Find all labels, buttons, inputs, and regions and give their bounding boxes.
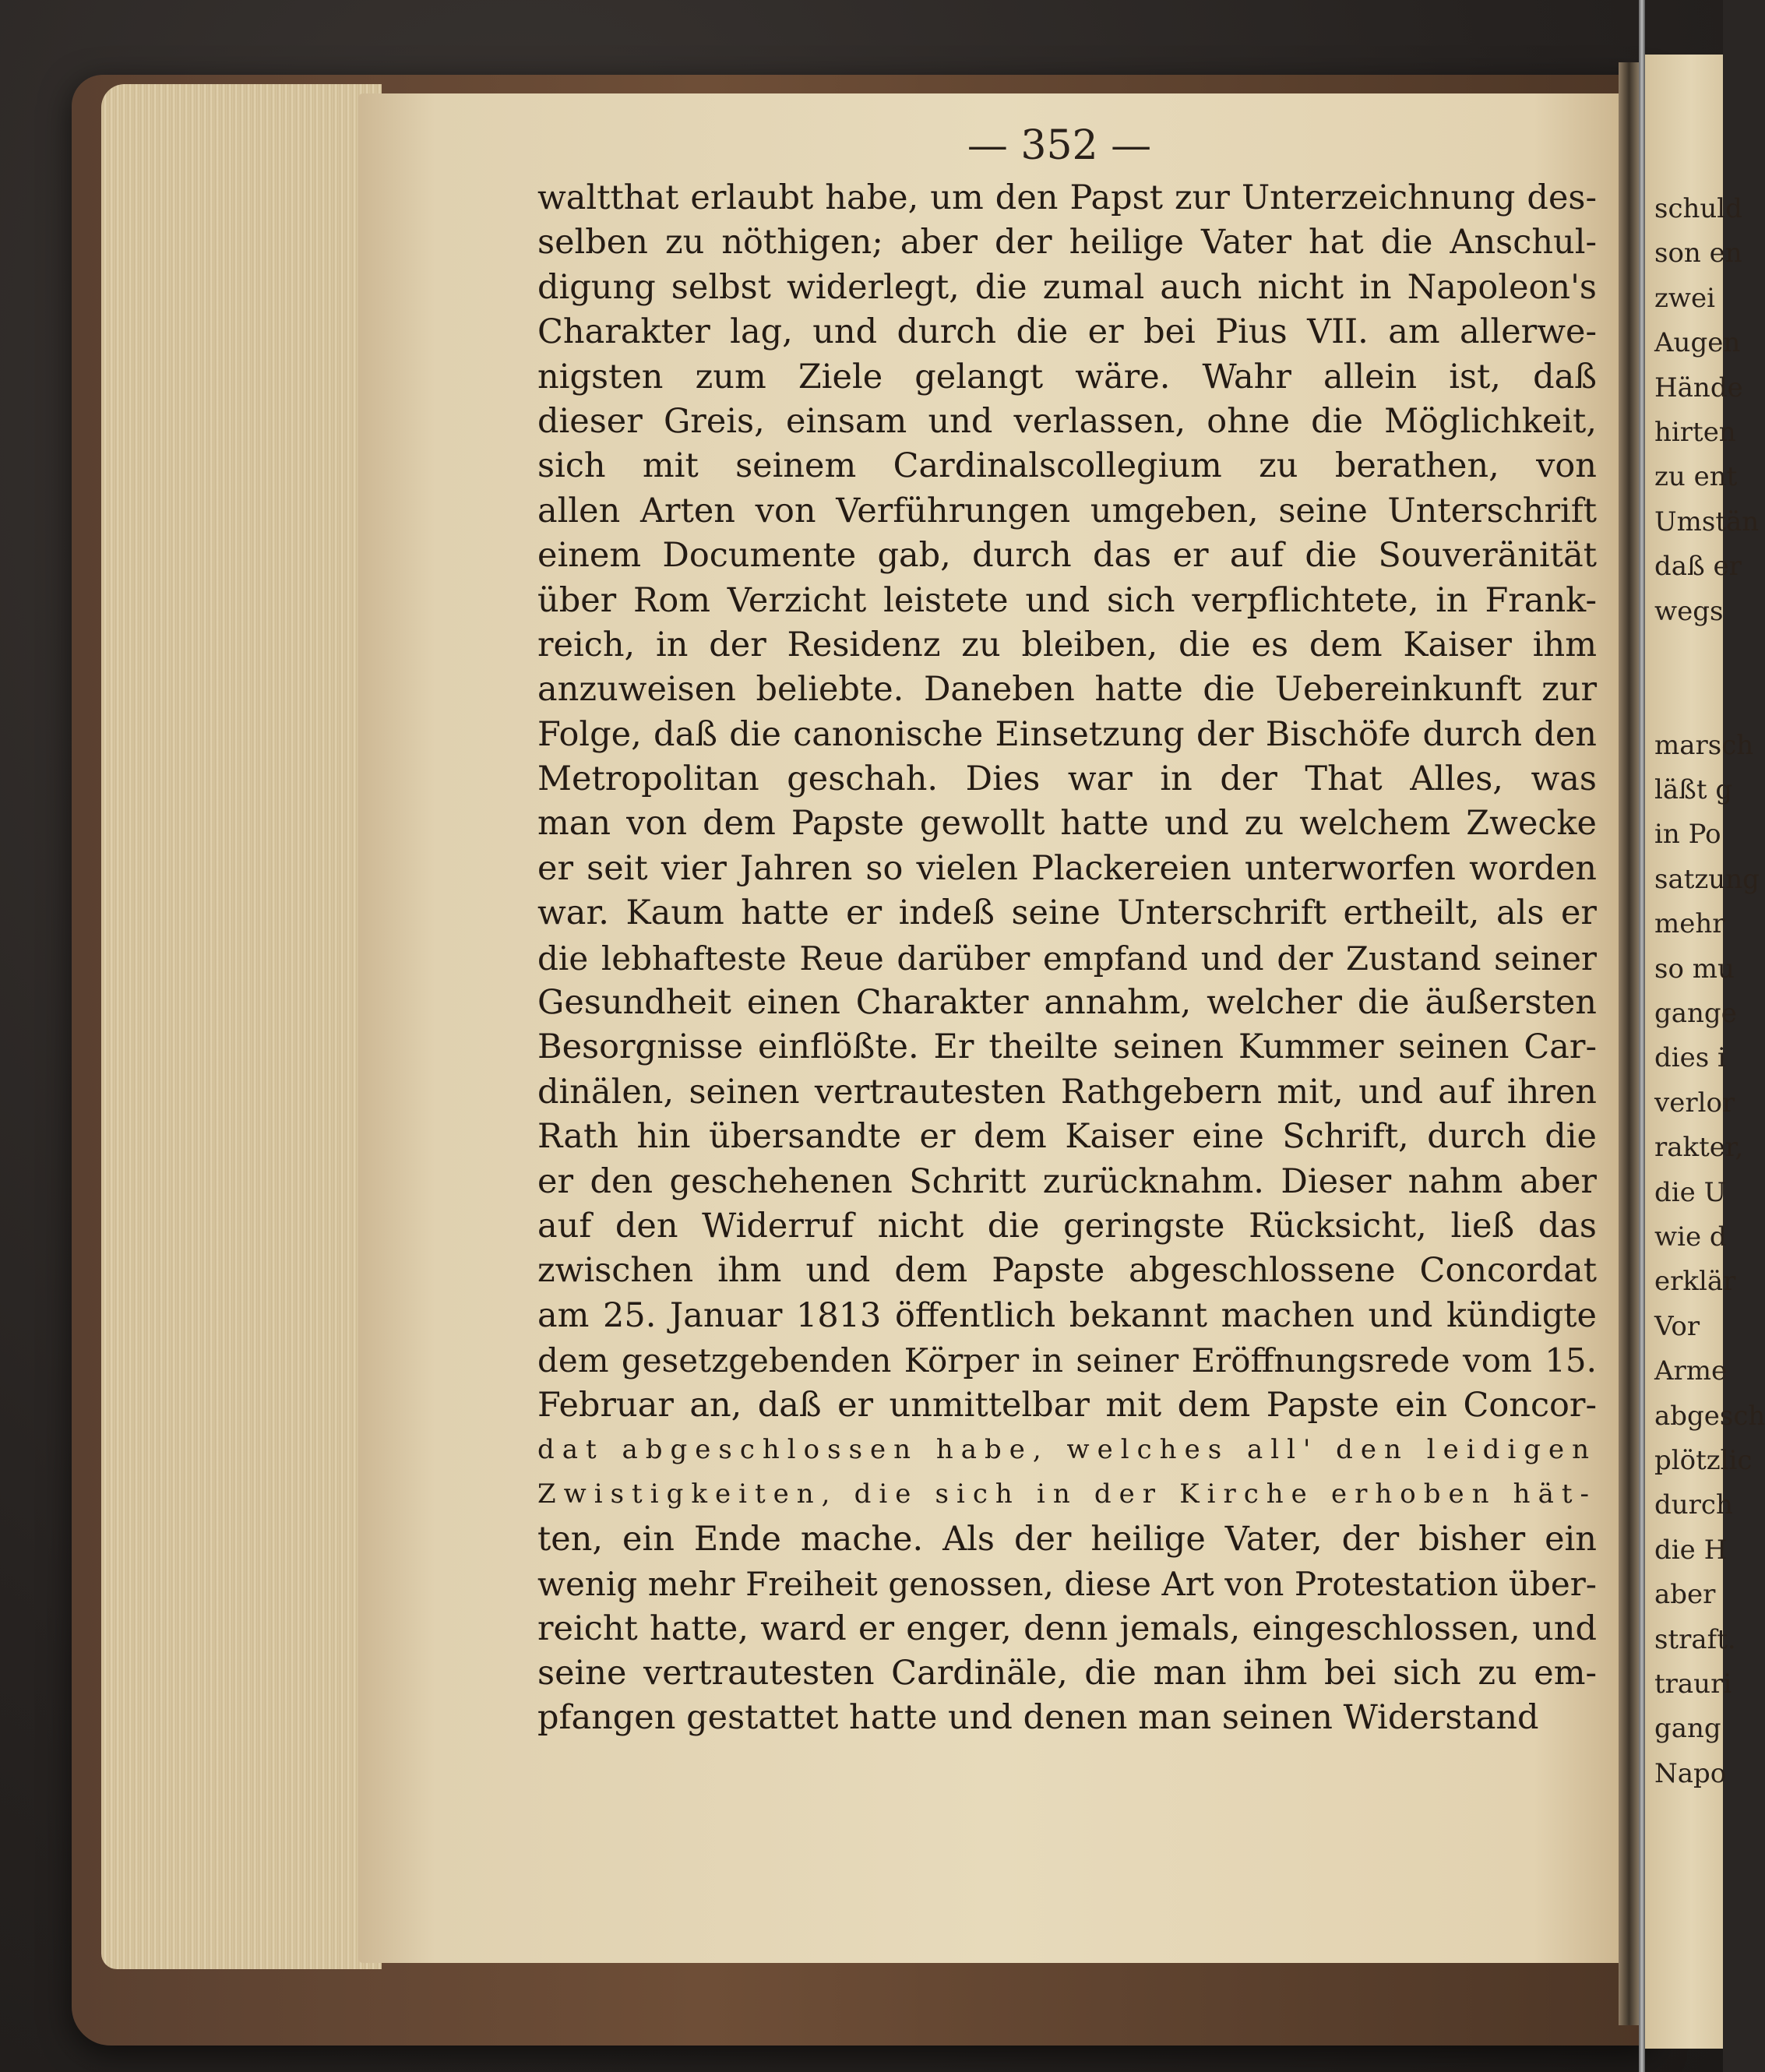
fragment-line: trauri [1654, 1668, 1732, 1700]
text-line: dat abgeschlossen habe, welches all' den leidigen [537, 1433, 1597, 1465]
text-line: einem Documente gab, durch das er auf die Souveränität [537, 536, 1597, 576]
fragment-line: zu ent [1654, 461, 1738, 493]
text-line: pfangen gestattet hatte und denen man seinen Widerstand [537, 1698, 1539, 1738]
fragment-line: verlor [1654, 1087, 1735, 1119]
text-line: Besorgnisse einflößte. Er theilte seinen Kummer seinen Car- [537, 1027, 1597, 1067]
text-line: am 25. Januar 1813 öffentlich bekannt machen und kündigte [537, 1295, 1597, 1335]
fragment-line: Napo [1654, 1757, 1727, 1789]
fragment-line: gang [1654, 1713, 1721, 1745]
fragment-line: dies i [1654, 1042, 1726, 1074]
fragment-line: plötzlic [1654, 1444, 1753, 1476]
text-line: Rath hin übersandte er dem Kaiser eine Schrift, durch die [537, 1117, 1597, 1157]
fragment-line: zwei [1654, 282, 1716, 314]
fragment-line: wie d [1654, 1221, 1727, 1253]
text-line: dieser Greis, einsam und verlassen, ohne die Möglichkeit, [537, 401, 1597, 441]
text-line: er den geschehenen Schritt zurücknahm. Dieser nahm aber [537, 1161, 1597, 1201]
fragment-line: abgesch [1654, 1400, 1765, 1432]
fragment-line: so mu [1654, 953, 1735, 985]
text-line: wenig mehr Freiheit genossen, diese Art von Protestation über- [537, 1565, 1597, 1604]
text-line: Februar an, daß er unmittelbar mit dem Papste ein Concor- [537, 1385, 1597, 1425]
fragment-line: mehr [1654, 908, 1725, 940]
text-line: allen Arten von Verführungen umgeben, seine Unterschrift [537, 491, 1597, 530]
text-line: dinälen, seinen vertrautesten Rathgebern mit, und auf ihren [537, 1072, 1597, 1112]
text-line: nigsten zum Ziele gelangt wäre. Wahr allein ist, daß [537, 357, 1597, 396]
text-line: Gesundheit einen Charakter annahm, welcher die äußersten [537, 983, 1597, 1023]
text-line: digung selbst widerlegt, die zumal auch nicht in Napoleon's [537, 267, 1597, 307]
text-line: zwischen ihm und dem Papste abgeschlossene Concordat [537, 1251, 1597, 1291]
fragment-line: Hände [1654, 372, 1743, 403]
fragment-line: son en [1654, 238, 1742, 270]
fragment-line: aber [1654, 1579, 1716, 1611]
page-edges [101, 84, 382, 1969]
text-line: über Rom Verzicht leistete und sich verpflichtete, in Frank- [537, 580, 1597, 620]
text-line: selben zu nöthigen; aber der heilige Vater hat die Anschul- [537, 223, 1597, 263]
text-line: man von dem Papste gewollt hatte und zu welchem Zwecke [537, 804, 1597, 844]
text-line: dem gesetzgebenden Körper in seiner Eröffnungsrede vom 15. [537, 1341, 1597, 1380]
fragment-line: läßt g [1654, 774, 1733, 806]
text-line: ten, ein Ende mache. Als der heilige Vater, der bisher ein [537, 1519, 1597, 1559]
fragment-line: Arme [1654, 1355, 1728, 1387]
fragment-line: gange [1654, 998, 1737, 1030]
fragment-line: daß er [1654, 551, 1742, 583]
text-line: auf den Widerruf nicht die geringste Rücksicht, ließ das [537, 1206, 1597, 1246]
text-line: reicht hatte, ward er enger, denn jemals, eingeschlossen, und [537, 1609, 1597, 1648]
fragment-line: straft. [1654, 1623, 1736, 1655]
text-line: reich, in der Residenz zu bleiben, die es dem Kaiser ihm [537, 625, 1597, 664]
fragment-line: erklär [1654, 1266, 1736, 1298]
text-line: Charakter lag, und durch die er bei Pius VII. am allerwe- [537, 312, 1597, 352]
fragment-line: durch [1654, 1489, 1733, 1521]
fragment-line [1654, 634, 1724, 678]
next-page-fragments [1654, 187, 1765, 1796]
fragment-line: in Po [1654, 819, 1721, 851]
text-line: Metropolitan geschah. Dies war in der That Alles, was [537, 759, 1597, 799]
fragment-line: rakter, [1654, 1132, 1744, 1164]
text-line: sich mit seinem Cardinalscollegium zu berathen, von [537, 446, 1597, 486]
fragment-line: wegs [1654, 595, 1724, 627]
fragment-line: marsch [1654, 729, 1754, 761]
text-line: Zwistigkeiten, die sich in der Kirche erhoben hät- [537, 1478, 1597, 1510]
text-line: waltthat erlaubt habe, um den Papst zur Unterzeichnung des- [537, 178, 1597, 217]
text-line: er seit vier Jahren so vielen Plackereien unterworfen worden [537, 848, 1597, 888]
fragment-line: die H [1654, 1534, 1728, 1566]
page-number: — 352 — [967, 122, 1152, 169]
fragment-line [1654, 678, 1724, 723]
fragment-line: Augen [1654, 327, 1741, 359]
text-line: Folge, daß die canonische Einsetzung der Bischöfe durch den [537, 714, 1597, 754]
text-line: seine vertrautesten Cardinäle, die man ihm bei sich zu em- [537, 1653, 1597, 1693]
text-line: war. Kaum hatte er indeß seine Unterschrift ertheilt, als er [537, 893, 1597, 933]
page-body-text [537, 176, 1597, 1741]
fragment-line: schuld [1654, 193, 1742, 224]
text-line: die lebhafteste Reue darüber empfand und der Zustand seiner [537, 939, 1597, 978]
fragment-line: Umstän [1654, 506, 1760, 537]
fragment-line: Vor [1654, 1310, 1700, 1342]
fragment-line: satzung [1654, 863, 1760, 895]
fragment-line: die U [1654, 1176, 1727, 1208]
fragment-line: hirten [1654, 416, 1736, 448]
bookmark-ribbon [1639, 0, 1645, 2072]
text-line: anzuweisen beliebte. Daneben hatte die Uebereinkunft zur [537, 670, 1597, 710]
